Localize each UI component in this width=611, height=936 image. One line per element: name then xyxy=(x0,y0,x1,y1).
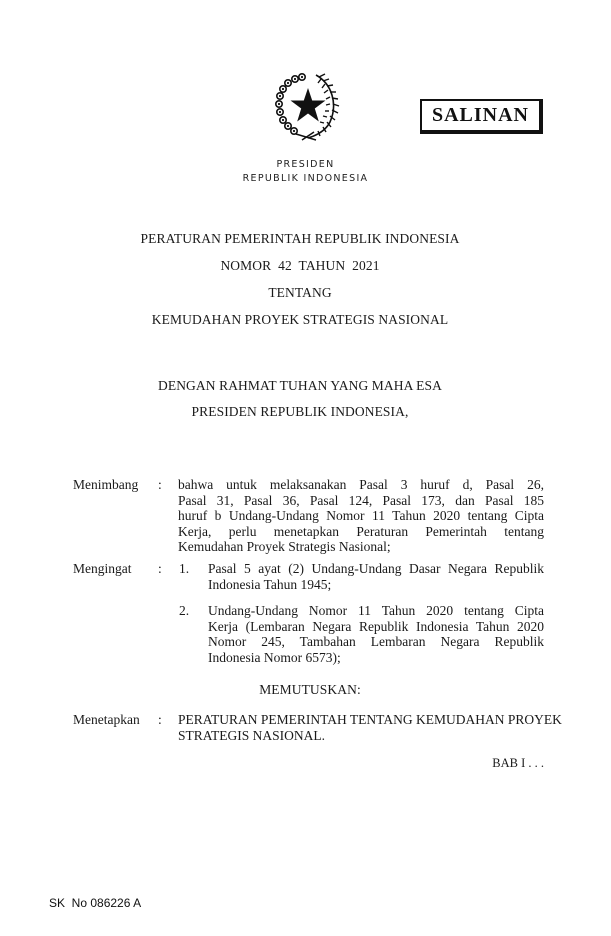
mengingat-item-1 xyxy=(208,561,544,592)
document-tentang: TENTANG xyxy=(268,285,332,300)
document-subject: KEMUDAHAN PROYEK STRATEGIS NASIONAL xyxy=(151,312,449,327)
sk-number: SK No 086226 A xyxy=(49,896,142,910)
issuer-label-presiden: PRESIDEN xyxy=(276,159,335,170)
mengingat-item-number: 1. xyxy=(179,561,190,576)
menimbang-line: huruf b Undang-Undang Nomor 11 Tahun 2020 tentang Cipta xyxy=(178,508,544,524)
menimbang-colon: : xyxy=(158,477,162,492)
mengingat-item-line: Nomor 245, Tambahan Lembaran Negara Republik xyxy=(208,634,544,650)
preamble-presiden: PRESIDEN REPUBLIK INDONESIA, xyxy=(191,404,409,419)
menimbang-line: Pasal 31, Pasal 36, Pasal 124, Pasal 173, dan Pasal 185 xyxy=(178,492,544,508)
menimbang-label: Menimbang xyxy=(73,477,139,492)
menimbang-text xyxy=(178,477,544,555)
document-title: PERATURAN PEMERINTAH REPUBLIK INDONESIA xyxy=(140,231,460,246)
mengingat-item-line: Undang-Undang Nomor 11 Tahun 2020 tentang Cipta xyxy=(208,603,544,618)
document-number: NOMOR 42 TAHUN 2021 xyxy=(220,258,380,273)
menetapkan-text xyxy=(178,712,562,743)
menimbang-line: Kemudahan Proyek Strategis Nasional; xyxy=(178,539,391,555)
issuer-label-republik: REPUBLIK INDONESIA xyxy=(242,173,369,184)
mengingat-item-2 xyxy=(208,603,544,665)
menimbang-line: Kerja, perlu menetapkan Peraturan Pemerintah tentang xyxy=(178,523,544,539)
salinan-stamp: SALINAN xyxy=(420,99,541,132)
mengingat-item-line: Indonesia Nomor 6573); xyxy=(208,649,341,665)
garuda-star-emblem-icon xyxy=(272,70,344,142)
preamble-rahmat: DENGAN RAHMAT TUHAN YANG MAHA ESA xyxy=(158,378,442,393)
menetapkan-line: STRATEGIS NASIONAL. xyxy=(178,727,326,743)
menetapkan-label: Menetapkan xyxy=(73,712,140,727)
mengingat-item-number: 2. xyxy=(179,603,190,618)
mengingat-item-line: Indonesia Tahun 1945; xyxy=(208,576,332,592)
mengingat-label: Mengingat xyxy=(73,561,132,576)
mengingat-item-line: Pasal 5 ayat (2) Undang-Undang Dasar Negara Republik xyxy=(208,561,544,576)
mengingat-colon: : xyxy=(158,561,162,576)
memutuskan-heading: MEMUTUSKAN: xyxy=(259,682,361,697)
menimbang-line: bahwa untuk melaksanakan Pasal 3 huruf d, Pasal 26, xyxy=(178,477,544,492)
menetapkan-line: PERATURAN PEMERINTAH TENTANG KEMUDAHAN PROYEK xyxy=(178,712,562,727)
menetapkan-colon: : xyxy=(158,712,162,727)
page-continuation: BAB I . . . xyxy=(492,756,544,770)
mengingat-item-line: Kerja (Lembaran Negara Republik Indonesia Tahun 2020 xyxy=(208,618,544,634)
